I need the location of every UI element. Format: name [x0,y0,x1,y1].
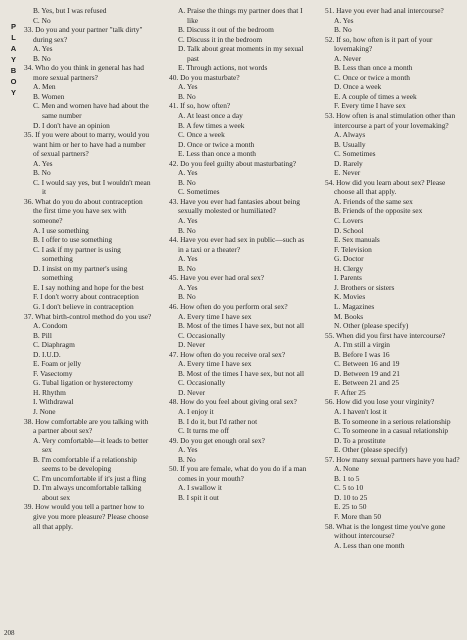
survey-question: 53. How often is anal stimulation other than intercourse a part of your lovemaking? [325,111,456,130]
answer-option: C. Discuss it in the bedroom [178,34,263,44]
answer-option: D. School [334,225,364,235]
answer-option: E. I say nothing and hope for the best [33,282,144,292]
survey-question: 46. How often do you perform oral sex? [169,301,288,311]
survey-question: 51. Have you ever had anal intercourse? [325,6,444,15]
survey-question: 52. If so, how often is it part of your lovemaking? [325,34,433,54]
survey-question: 38. How comfortable are you talking with a partner about sex? [24,416,149,436]
answer-option: B. I spit it out [178,492,219,502]
answer-option: C. Once or twice a month [334,72,410,82]
survey-question: 44. Have you ever had sex in public—such as in a taxi or a theater? [169,235,305,254]
answer-option: C. Lovers [334,216,364,226]
answer-option: D. To a prostitute [334,435,386,445]
answer-option: F. Vasectomy [33,368,73,378]
answer-option: C. Sometimes [178,187,220,197]
answer-option: A. Always [334,130,366,140]
answer-option: B. No [334,25,352,35]
answer-option: J. None [33,406,56,416]
survey-question: 36. What do you do about contraception the first time you have sex with someone? [24,196,143,226]
answer-option: A. Yes [178,254,198,264]
answer-option: C. Men and women have had about the same number [33,101,149,121]
answer-option: A. Yes [334,15,354,25]
survey-question: 39. How would you tell a partner how to give you more pleasure? Please choose all that apply. [24,502,149,531]
answer-option: B. I'm comfortable if a relationship seems to be developing [33,454,137,474]
answer-option: D. Between 19 and 21 [334,368,400,378]
answer-option: J. Brothers or sisters [334,282,395,292]
answer-option: E. Other (please specify) [334,445,408,455]
answer-option: C. 5 to 10 [334,483,364,493]
answer-option: C. Once a week [178,130,225,140]
answer-option: D. I'm always uncomfortable talking about sex [33,483,142,502]
answer-option: B. Yes, but I was refused [33,6,107,15]
survey-question: 42. Do you feel guilty about masturbating? [169,158,297,168]
answer-option: D. Once or twice a month [178,139,255,149]
answer-option: C. Diaphragm [33,340,75,350]
answer-option: C. It turns me off [178,426,229,436]
answer-option: E. Never [334,168,361,178]
answer-option: A. Friends of the same sex [334,196,413,206]
survey-question: 54. How did you learn about sex? Please choose all that apply. [325,177,446,197]
survey-question: 55. When did you first have intercourse? [325,330,446,340]
answer-option: B. Usually [334,139,366,149]
answer-option: B. To someone in a serious relationship [334,416,451,426]
column-middle [169,6,309,624]
answer-option: A. Yes [33,158,53,168]
answer-option: A. I swallow it [178,483,222,493]
answer-option: K. Movies [334,292,366,302]
answer-option: B. No [178,292,196,302]
answer-option: A. Condom [33,321,68,331]
survey-question: 35. If you were about to marry, would you want him or her to have had a number of sexual partners? [24,130,150,159]
survey-question: 58. What is the longest time you've gone without intercourse? [325,521,446,541]
answer-option: B. Friends of the opposite sex [334,206,423,216]
answer-option: D. Once a week [334,82,382,92]
answer-option: A. Yes [178,445,198,455]
answer-option: F. Television [334,244,372,254]
answer-option: C. To someone in a casual relationship [334,426,449,436]
answer-option: A. Yes [178,82,198,92]
answer-option: B. No [178,263,196,273]
survey-question: 57. How many sexual partners have you had? [325,454,460,464]
answer-option: H. Clergy [334,263,364,273]
answer-option: A. I use something [33,225,89,235]
answer-option: A. Every time I have sex [178,311,252,321]
survey-question: 37. What birth-control method do you use? [24,311,152,321]
answer-option: F. After 25 [334,387,366,397]
answer-option: L. Magazines [334,301,375,311]
answer-option: D. 10 to 25 [334,492,368,502]
answer-option: B. A few times a week [178,120,245,130]
answer-option: A. I'm still a virgin [334,340,391,350]
answer-option: B. No [178,91,196,101]
answer-option: H. Rhythm [33,387,66,397]
survey-question: 40. Do you masturbate? [169,72,240,82]
answer-option: A. At least once a day [178,111,243,121]
answer-option: C. Occasionally [178,378,226,388]
answer-option: B. I do it, but I'd rather not [178,416,258,426]
answer-option: E. Less than once a month [178,149,256,159]
answer-option: A. Every time I have sex [178,359,252,369]
answer-option: B. Before I was 16 [334,349,390,359]
answer-option: B. No [178,454,196,464]
survey-question: 41. If so, how often? [169,101,231,111]
survey-question: 45. Have you ever had oral sex? [169,273,265,283]
answer-option: B. Less than once a month [334,63,413,73]
answer-option: A. I enjoy it [178,406,214,416]
answer-option: C. No [33,15,51,25]
answer-option: C. Occasionally [178,330,226,340]
answer-option: A. Men [33,82,56,92]
answer-option: F. I don't worry about contraception [33,292,139,302]
column-left [24,6,152,624]
answer-option: C. Sometimes [334,149,376,159]
answer-option: D. I don't have an opinion [33,120,110,130]
answer-option: B. No [33,53,51,63]
answer-option: E. 25 to 50 [334,502,367,512]
survey-question: 33. Do you and your partner "talk dirty" during sex? [24,25,143,44]
answer-option: E. Sex manuals [334,235,380,245]
answer-option: G. Tubal ligation or hysterectomy [33,378,133,388]
answer-option: D. I.U.D. [33,349,61,359]
answer-option: C. I would say yes, but I wouldn't mean it [33,177,151,197]
answer-option: F. More than 50 [334,511,382,521]
survey-question: 43. Have you ever had fantasies about being sexually molested or humiliated? [169,196,300,216]
answer-option: F. Every time I have sex [334,101,406,111]
page-number: 208 [4,629,15,637]
answer-option: D. I insist on my partner's using something [33,263,128,283]
answer-option: A. Yes [178,168,198,178]
answer-option: C. I ask if my partner is using something [33,244,121,264]
column-right [325,6,463,624]
answer-option: B. Women [33,91,65,101]
answer-option: A. Less than one month [334,540,405,550]
answer-option: D. Never [178,340,206,350]
survey-question: 56. How did you lose your virginity? [325,397,435,407]
answer-option: I. Withdrawal [33,397,74,407]
answer-option: N. Other (please specify) [334,321,409,331]
answer-option: B. Most of the times I have sex, but not all [178,321,305,331]
answer-option: C. I'm uncomfortable if it's just a fling [33,473,147,483]
answer-option: B. 1 to 5 [334,473,360,483]
answer-option: A. Yes [178,216,198,226]
survey-question: 47. How often do you receive oral sex? [169,349,286,359]
survey-question: 34. Who do you think in general has had more sexual partners? [24,63,144,82]
magazine-name-vertical [7,22,19,99]
answer-option: E. Through actions, not words [178,63,268,73]
answer-option: A. I haven't lost it [334,406,387,416]
answer-option: B. Most of the times I have sex, but not all [178,368,305,378]
survey-question: 49. Do you get enough oral sex? [169,435,265,445]
answer-option: B. Discuss it out of the bedroom [178,25,274,35]
answer-option: A. Never [334,53,362,63]
answer-option: A. Yes [178,282,198,292]
answer-option: A. Yes [33,44,53,54]
answer-option: D. Rarely [334,158,363,168]
answer-option: B. I offer to use something [33,235,113,245]
answer-option: A. Praise the things my partner does that I like [178,6,303,25]
answer-option: A. Very comfortable—it leads to better sex [33,435,149,455]
answer-option: B. No [178,225,196,235]
answer-option: B. No [33,168,51,178]
answer-option: D. Never [178,387,206,397]
answer-option: E. A couple of times a week [334,91,417,101]
answer-option: A. None [334,464,360,474]
answer-option: B. Pill [33,330,52,340]
magazine-name-text: PLAYBOY [9,22,18,99]
answer-option: C. Between 16 and 19 [334,359,400,369]
answer-option: M. Books [334,311,364,321]
survey-question: 48. How do you feel about giving oral sex? [169,397,297,407]
survey-question: 50. If you are female, what do you do if a man comes in your mouth? [169,464,307,483]
answer-option: D. Talk about great moments in my sexual past [178,44,304,63]
answer-option: G. Doctor [334,254,364,264]
answer-option: B. No [178,177,196,187]
answer-option: E. Between 21 and 25 [334,378,400,388]
answer-option: I. Parents [334,273,362,283]
answer-option: G. I don't believe in contraception [33,301,134,311]
answer-option: E. Foam or jelly [33,359,82,369]
